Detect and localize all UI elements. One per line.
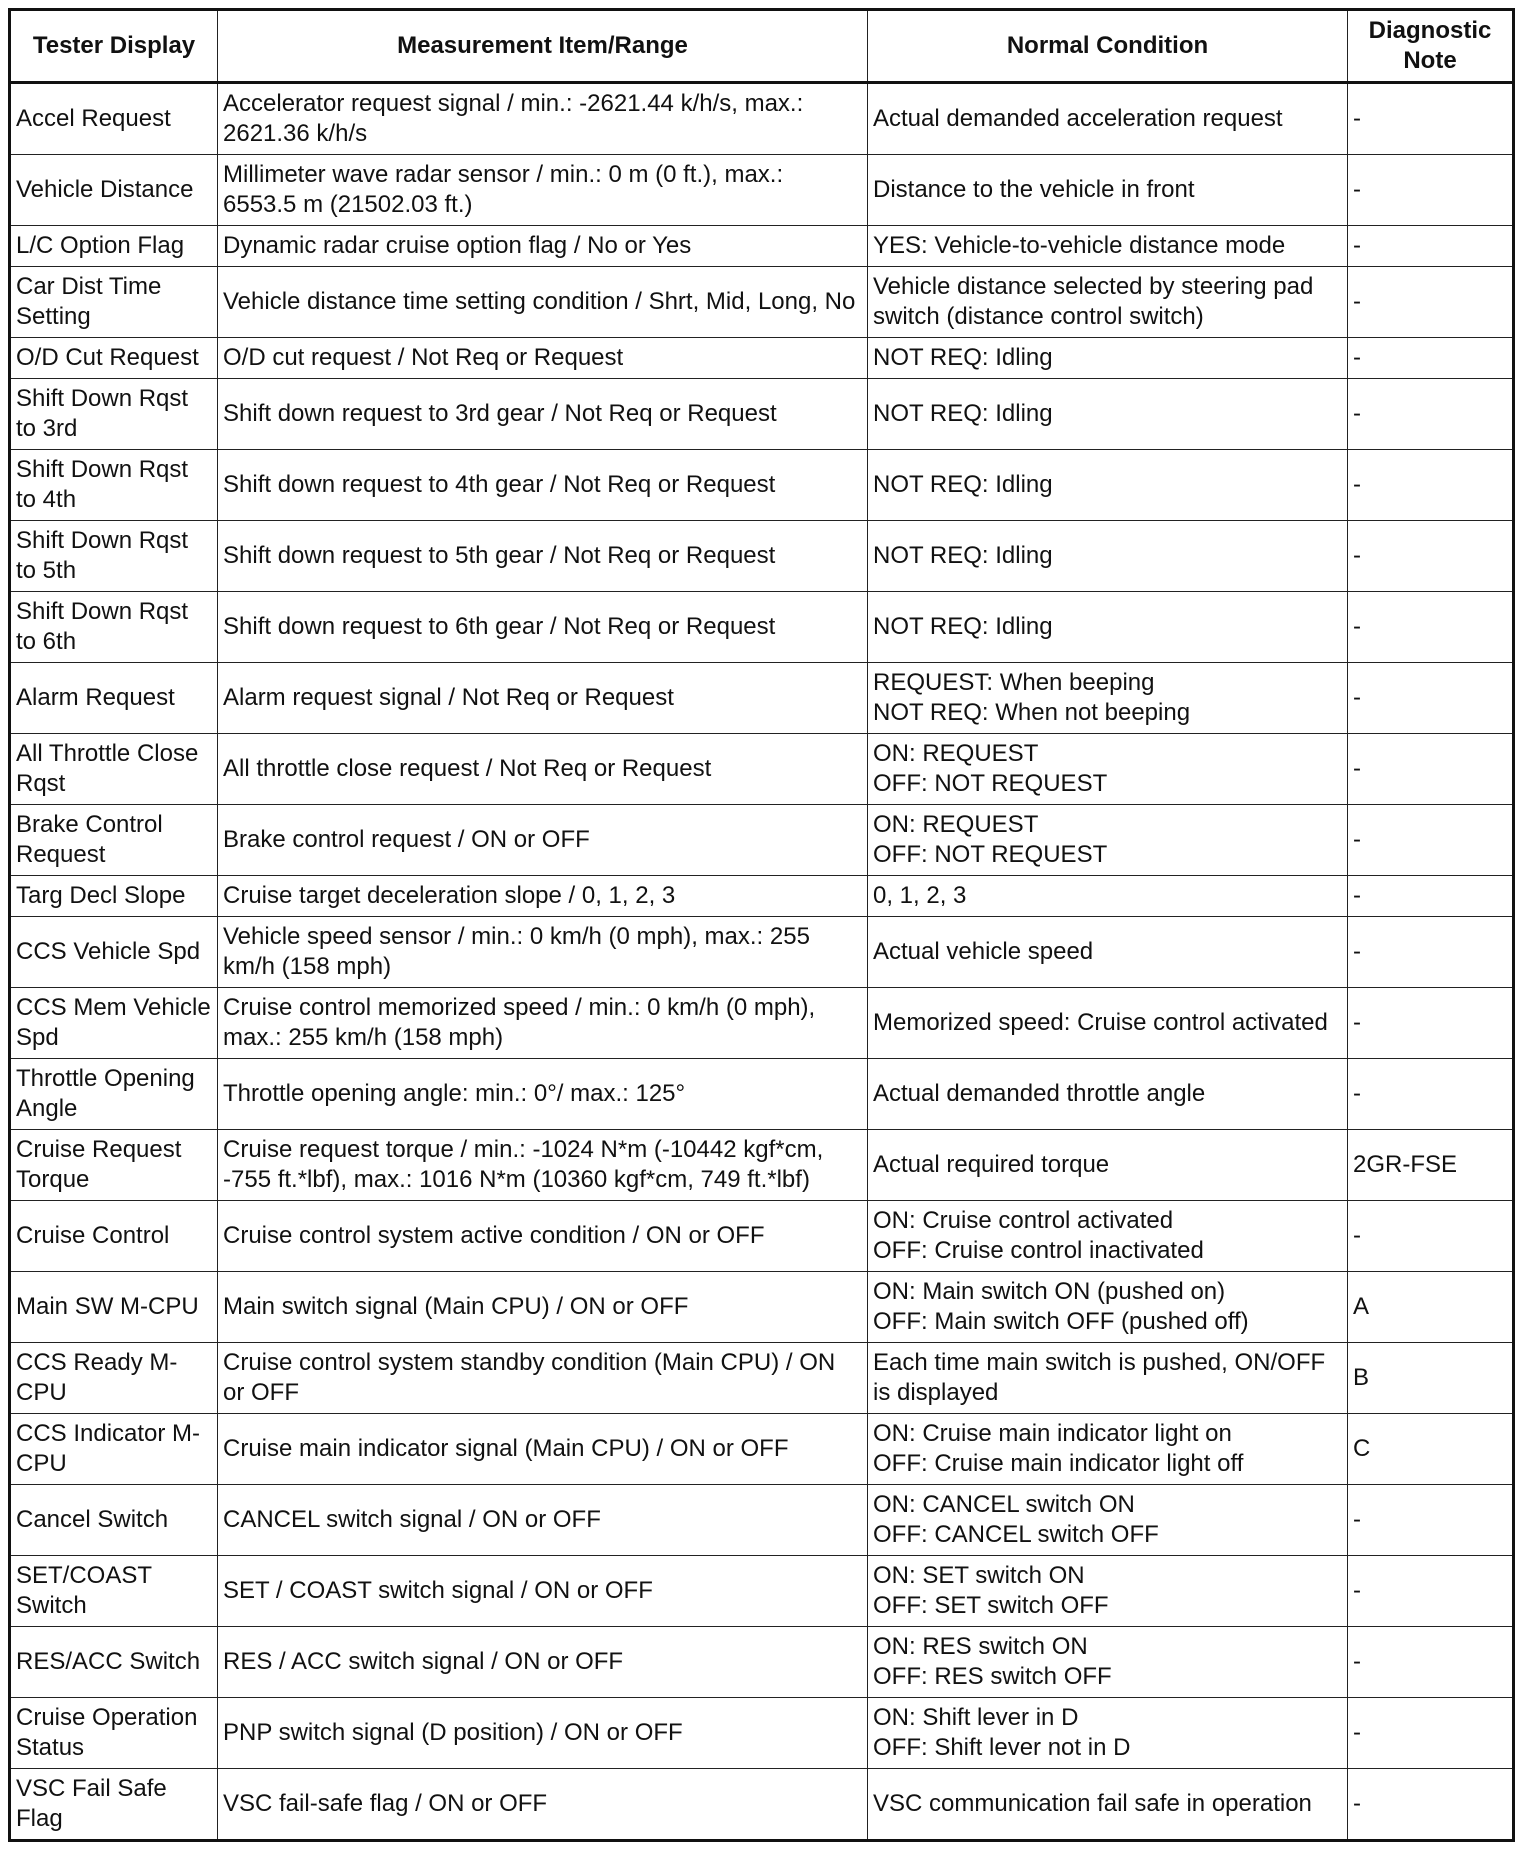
table-row	[10, 734, 1514, 805]
cell-diagnostic-note: -	[1348, 226, 1514, 267]
table-row	[10, 338, 1514, 379]
cell-measurement-item: Shift down request to 3rd gear / Not Req or Request	[218, 379, 868, 450]
cell-diagnostic-note: -	[1348, 734, 1514, 805]
cell-measurement-item: VSC fail-safe flag / ON or OFF	[218, 1769, 868, 1841]
table-row	[10, 1769, 1514, 1841]
cell-tester-display: CCS Ready M-CPU	[10, 1343, 218, 1414]
cell-diagnostic-note: -	[1348, 1769, 1514, 1841]
table-row	[10, 267, 1514, 338]
cell-diagnostic-note: -	[1348, 917, 1514, 988]
cell-normal-condition: ON: REQUEST OFF: NOT REQUEST	[868, 805, 1348, 876]
cell-measurement-item: Cruise control system standby condition (Main CPU) / ON or OFF	[218, 1343, 868, 1414]
cell-measurement-item: All throttle close request / Not Req or Request	[218, 734, 868, 805]
cell-normal-condition: Vehicle distance selected by steering pad switch (distance control switch)	[868, 267, 1348, 338]
cell-tester-display: SET/COAST Switch	[10, 1556, 218, 1627]
cell-tester-display: Vehicle Distance	[10, 155, 218, 226]
cell-measurement-item: Accelerator request signal / min.: -2621.44 k/h/s, max.: 2621.36 k/h/s	[218, 83, 868, 155]
cell-normal-condition: ON: Shift lever in D OFF: Shift lever not in D	[868, 1698, 1348, 1769]
cell-normal-condition: REQUEST: When beeping NOT REQ: When not beeping	[868, 663, 1348, 734]
cell-tester-display: VSC Fail Safe Flag	[10, 1769, 218, 1841]
cell-measurement-item: Cruise control memorized speed / min.: 0 km/h (0 mph), max.: 255 km/h (158 mph)	[218, 988, 868, 1059]
cell-measurement-item: Dynamic radar cruise option flag / No or Yes	[218, 226, 868, 267]
cell-normal-condition: NOT REQ: Idling	[868, 338, 1348, 379]
cell-normal-condition: Actual vehicle speed	[868, 917, 1348, 988]
cell-measurement-item: Main switch signal (Main CPU) / ON or OFF	[218, 1272, 868, 1343]
cell-normal-condition: ON: Main switch ON (pushed on) OFF: Main switch OFF (pushed off)	[868, 1272, 1348, 1343]
cell-diagnostic-note: -	[1348, 338, 1514, 379]
cell-tester-display: CCS Vehicle Spd	[10, 917, 218, 988]
cell-normal-condition: NOT REQ: Idling	[868, 592, 1348, 663]
cell-diagnostic-note: -	[1348, 663, 1514, 734]
cell-tester-display: Shift Down Rqst to 4th	[10, 450, 218, 521]
cell-diagnostic-note: -	[1348, 83, 1514, 155]
table-row	[10, 1343, 1514, 1414]
cell-normal-condition: 0, 1, 2, 3	[868, 876, 1348, 917]
table-row	[10, 1485, 1514, 1556]
table-row	[10, 521, 1514, 592]
table-row	[10, 1556, 1514, 1627]
table-row	[10, 450, 1514, 521]
cell-measurement-item: Cruise target deceleration slope / 0, 1, 2, 3	[218, 876, 868, 917]
table-row	[10, 876, 1514, 917]
cell-diagnostic-note: -	[1348, 155, 1514, 226]
cell-measurement-item: CANCEL switch signal / ON or OFF	[218, 1485, 868, 1556]
table-row	[10, 226, 1514, 267]
cell-normal-condition: Actual demanded acceleration request	[868, 83, 1348, 155]
table-row	[10, 805, 1514, 876]
table-row	[10, 155, 1514, 226]
table-row	[10, 663, 1514, 734]
cell-tester-display: Main SW M-CPU	[10, 1272, 218, 1343]
header-tester-display: Tester Display	[10, 10, 218, 83]
cell-diagnostic-note: A	[1348, 1272, 1514, 1343]
cell-diagnostic-note: -	[1348, 805, 1514, 876]
table-row	[10, 83, 1514, 155]
cell-tester-display: Targ Decl Slope	[10, 876, 218, 917]
cell-measurement-item: Shift down request to 4th gear / Not Req or Request	[218, 450, 868, 521]
cell-diagnostic-note: -	[1348, 1698, 1514, 1769]
cell-measurement-item: Vehicle speed sensor / min.: 0 km/h (0 mph), max.: 255 km/h (158 mph)	[218, 917, 868, 988]
table-header	[10, 10, 1514, 83]
table-row	[10, 1059, 1514, 1130]
cell-normal-condition: Memorized speed: Cruise control activated	[868, 988, 1348, 1059]
cell-measurement-item: Shift down request to 6th gear / Not Req or Request	[218, 592, 868, 663]
header-normal-condition: Normal Condition	[868, 10, 1348, 83]
table-row	[10, 917, 1514, 988]
cell-diagnostic-note: -	[1348, 267, 1514, 338]
cell-normal-condition: ON: CANCEL switch ON OFF: CANCEL switch OFF	[868, 1485, 1348, 1556]
header-measurement-item: Measurement Item/Range	[218, 10, 868, 83]
data-list-table	[8, 8, 1515, 1842]
cell-tester-display: Brake Control Request	[10, 805, 218, 876]
cell-tester-display: Throttle Opening Angle	[10, 1059, 218, 1130]
cell-tester-display: Shift Down Rqst to 3rd	[10, 379, 218, 450]
cell-diagnostic-note: -	[1348, 988, 1514, 1059]
table-row	[10, 592, 1514, 663]
cell-normal-condition: ON: Cruise main indicator light on OFF: Cruise main indicator light off	[868, 1414, 1348, 1485]
cell-diagnostic-note: C	[1348, 1414, 1514, 1485]
table-row	[10, 1130, 1514, 1201]
cell-normal-condition: NOT REQ: Idling	[868, 450, 1348, 521]
cell-diagnostic-note: -	[1348, 521, 1514, 592]
cell-normal-condition: Each time main switch is pushed, ON/OFF is displayed	[868, 1343, 1348, 1414]
cell-diagnostic-note: -	[1348, 1627, 1514, 1698]
table-row	[10, 1272, 1514, 1343]
cell-diagnostic-note: -	[1348, 450, 1514, 521]
cell-diagnostic-note: -	[1348, 1485, 1514, 1556]
cell-normal-condition: ON: SET switch ON OFF: SET switch OFF	[868, 1556, 1348, 1627]
cell-normal-condition: VSC communication fail safe in operation	[868, 1769, 1348, 1841]
cell-diagnostic-note: -	[1348, 592, 1514, 663]
cell-tester-display: RES/ACC Switch	[10, 1627, 218, 1698]
cell-diagnostic-note: -	[1348, 1556, 1514, 1627]
cell-normal-condition: NOT REQ: Idling	[868, 521, 1348, 592]
cell-tester-display: Alarm Request	[10, 663, 218, 734]
cell-tester-display: L/C Option Flag	[10, 226, 218, 267]
cell-tester-display: Cruise Control	[10, 1201, 218, 1272]
cell-tester-display: Cruise Operation Status	[10, 1698, 218, 1769]
cell-measurement-item: O/D cut request / Not Req or Request	[218, 338, 868, 379]
cell-measurement-item: Brake control request / ON or OFF	[218, 805, 868, 876]
cell-normal-condition: Actual required torque	[868, 1130, 1348, 1201]
cell-normal-condition: Actual demanded throttle angle	[868, 1059, 1348, 1130]
cell-diagnostic-note: -	[1348, 1201, 1514, 1272]
cell-measurement-item: Millimeter wave radar sensor / min.: 0 m (0 ft.), max.: 6553.5 m (21502.03 ft.)	[218, 155, 868, 226]
cell-measurement-item: Vehicle distance time setting condition / Shrt, Mid, Long, No	[218, 267, 868, 338]
cell-tester-display: Shift Down Rqst to 6th	[10, 592, 218, 663]
table-row	[10, 1414, 1514, 1485]
table-row	[10, 379, 1514, 450]
table-row	[10, 988, 1514, 1059]
cell-tester-display: Car Dist Time Setting	[10, 267, 218, 338]
cell-measurement-item: Cruise request torque / min.: -1024 N*m (-10442 kgf*cm, -755 ft.*lbf), max.: 1016 N*m (10360 kgf*cm, 749 ft.*lbf)	[218, 1130, 868, 1201]
cell-diagnostic-note: 2GR-FSE	[1348, 1130, 1514, 1201]
cell-measurement-item: SET / COAST switch signal / ON or OFF	[218, 1556, 868, 1627]
cell-tester-display: CCS Indicator M-CPU	[10, 1414, 218, 1485]
cell-tester-display: O/D Cut Request	[10, 338, 218, 379]
cell-measurement-item: Cruise control system active condition / ON or OFF	[218, 1201, 868, 1272]
cell-tester-display: Accel Request	[10, 83, 218, 155]
cell-diagnostic-note: -	[1348, 876, 1514, 917]
cell-tester-display: CCS Mem Vehicle Spd	[10, 988, 218, 1059]
cell-tester-display: Cruise Request Torque	[10, 1130, 218, 1201]
cell-measurement-item: Throttle opening angle: min.: 0°/ max.: 125°	[218, 1059, 868, 1130]
table-row	[10, 1627, 1514, 1698]
cell-measurement-item: Cruise main indicator signal (Main CPU) / ON or OFF	[218, 1414, 868, 1485]
cell-tester-display: Shift Down Rqst to 5th	[10, 521, 218, 592]
header-row	[10, 10, 1514, 83]
cell-normal-condition: Distance to the vehicle in front	[868, 155, 1348, 226]
cell-measurement-item: RES / ACC switch signal / ON or OFF	[218, 1627, 868, 1698]
cell-diagnostic-note: -	[1348, 1059, 1514, 1130]
cell-tester-display: Cancel Switch	[10, 1485, 218, 1556]
cell-normal-condition: ON: REQUEST OFF: NOT REQUEST	[868, 734, 1348, 805]
cell-normal-condition: ON: Cruise control activated OFF: Cruise control inactivated	[868, 1201, 1348, 1272]
cell-diagnostic-note: B	[1348, 1343, 1514, 1414]
header-diagnostic-note: Diagnostic Note	[1348, 10, 1514, 83]
cell-normal-condition: ON: RES switch ON OFF: RES switch OFF	[868, 1627, 1348, 1698]
cell-measurement-item: Shift down request to 5th gear / Not Req or Request	[218, 521, 868, 592]
cell-normal-condition: YES: Vehicle-to-vehicle distance mode	[868, 226, 1348, 267]
cell-normal-condition: NOT REQ: Idling	[868, 379, 1348, 450]
cell-diagnostic-note: -	[1348, 379, 1514, 450]
cell-measurement-item: Alarm request signal / Not Req or Request	[218, 663, 868, 734]
table-row	[10, 1698, 1514, 1769]
table-body	[10, 83, 1514, 1841]
cell-tester-display: All Throttle Close Rqst	[10, 734, 218, 805]
table-row	[10, 1201, 1514, 1272]
cell-measurement-item: PNP switch signal (D position) / ON or OFF	[218, 1698, 868, 1769]
